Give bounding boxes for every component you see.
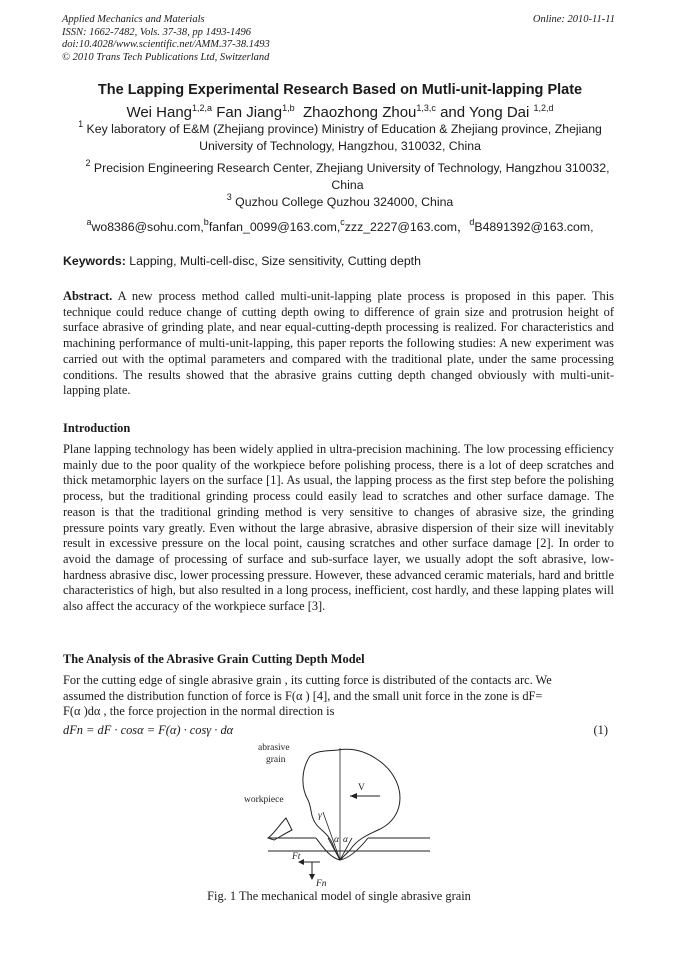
label-abrasive: abrasive xyxy=(258,743,290,753)
affiliation-1 xyxy=(70,121,610,155)
keywords xyxy=(63,254,421,268)
label-workpiece: workpiece xyxy=(244,795,284,805)
analysis-text xyxy=(63,673,614,720)
author-name: Wei Hang xyxy=(126,104,193,121)
abstract xyxy=(63,289,614,399)
affiliation-text: Quzhou College Quzhou 324000, China xyxy=(235,195,454,209)
label-ft: Ft xyxy=(292,852,301,862)
label-alpha-1: α xyxy=(334,835,339,845)
online-date: Online: 2010-11-11 xyxy=(532,14,615,25)
keywords-label: Keywords: xyxy=(63,254,126,268)
author-list xyxy=(40,104,640,121)
analysis-line: assumed the distribution function of force is F(α ) [4], and the small unit force in the zone is dF= xyxy=(63,688,543,703)
email-sup: c xyxy=(340,217,345,227)
email-sup: a xyxy=(86,217,92,227)
abstract-label: Abstract. xyxy=(63,289,113,303)
equation-1: dFn = dF · cosα = F(α) · cosγ · dα xyxy=(63,723,234,737)
affiliation-num: 2 xyxy=(85,158,91,168)
analysis-line: For the cutting edge of single abrasive grain , its cutting force is distributed of the contacts arc. We xyxy=(63,673,552,687)
label-fn: Fn xyxy=(316,879,327,888)
doi: doi:10.4028/www.scientific.net/AMM.37-38.1493 xyxy=(62,39,270,50)
label-velocity: V xyxy=(358,783,365,793)
abstract-text: A new process method called multi-unit-lapping plate process is proposed in this paper. This technique could reduce change of cutting depth owing to difference of grain size and protrusion height of surface abrasive of grinding plate, and near equal-cutting-depth processing is realized. For characteristics and machining performance of multi-unit-lapping, this paper reports the following studies: A new experiment was carried out with the optimal parameters and compared with the traditional plate, under the same processing conditions. The results showed that the abrasive grains cutting depth changed obviously with multi-unit-lapping plate. xyxy=(63,289,614,398)
figure-caption: Fig. 1 The mechanical model of single abrasive grain xyxy=(207,889,471,903)
author-sup: 1,3,c xyxy=(416,103,436,113)
author-name: and Yong Dai xyxy=(440,104,530,121)
email-sup: d xyxy=(469,217,475,227)
analysis-line: F(α )dα , the force projection in the normal direction is xyxy=(63,704,335,719)
email-sup: b xyxy=(203,217,209,227)
keywords-text: Lapping, Multi-cell-disc, Size sensitivity, Cutting depth xyxy=(129,254,421,268)
velocity-arrowhead xyxy=(350,793,357,799)
equation-number: (1) xyxy=(593,723,608,737)
abrasive-grain-shape xyxy=(303,749,400,860)
email[interactable]: B4891392@163.com, xyxy=(474,220,594,234)
affiliation-2 xyxy=(75,160,620,194)
email-list xyxy=(60,217,620,235)
paper-title: The Lapping Experimental Research Based on Mutli-unit-lapping Plate xyxy=(97,82,583,98)
copyright: © 2010 Trans Tech Publications Ltd, Switzerland xyxy=(62,51,270,63)
affiliation-text: Key laboratory of E&M (Zhejiang province) Ministry of Education & Zhejiang province, Zhejiang University of Technology, Hangzhou, 310032, China xyxy=(86,122,602,153)
affiliation-text: Precision Engineering Research Center, Zhejiang University of Technology, Hangzhou 310032, China xyxy=(93,161,610,192)
email[interactable]: wo8386@sohu.com, xyxy=(91,220,204,234)
analysis-heading: The Analysis of the Abrasive Grain Cutting Depth Model xyxy=(63,652,365,666)
author-name: Fan Jiang xyxy=(216,104,283,121)
journal-name: Applied Mechanics and Materials xyxy=(62,14,205,25)
email[interactable]: fanfan_0099@163.com, xyxy=(208,220,341,234)
email[interactable]: zzz_2227@163.com， xyxy=(344,220,470,234)
label-grain: grain xyxy=(266,755,286,765)
label-alpha-2: α xyxy=(343,835,348,845)
affiliation-num: 3 xyxy=(226,192,232,202)
author-sup: 1,2,a xyxy=(192,103,213,113)
author-name: Zhaozhong Zhou xyxy=(302,104,417,121)
author-sup: 1,2,d xyxy=(533,103,554,113)
introduction-heading: Introduction xyxy=(63,421,131,435)
fn-arrowhead xyxy=(309,874,315,880)
introduction-text: Plane lapping technology has been widely applied in ultra-precision machining. The low processing efficiency mainly due to the poor quality of the workpiece before polishing process, there is a lot of deep scratches and thick metamorphic layers on the surface [1]. As usual, the lapping process as the first step before the polishing process, but the traditional grinding process could easily lead to scratches and other surface damage. The reason is that the traditional grinding method is very sensitive to changes of abrasive size, the grinding pressure points vary greatly. Even without the large abrasive, abrasive dispersion of their size will inevitably result in excessive pressure on the local point, causing scratches and other surface damage [2]. In order to avoid the damage of processing of surface and sub-surface layer, we usually adopt the soft abrasive, low-hardness abrasive disc, lower processing pressure. However, these advanced ceramic materials, hard and brittle characteristics of high, but also resulted in a long process, inefficient, cost hardly, and these lapping plates will also affect the accuracy of the workpiece surface [3]. xyxy=(63,442,615,614)
issn: ISSN: 1662-7482, Vols. 37-38, pp 1493-1496 xyxy=(62,26,251,38)
chip xyxy=(268,818,292,840)
affiliation-3 xyxy=(60,194,620,211)
affiliation-num: 1 xyxy=(78,119,84,129)
grain-model-figure xyxy=(240,738,440,888)
journal-header xyxy=(62,14,270,64)
author-sup: 1,b xyxy=(282,103,295,113)
label-gamma: γ xyxy=(318,811,322,821)
